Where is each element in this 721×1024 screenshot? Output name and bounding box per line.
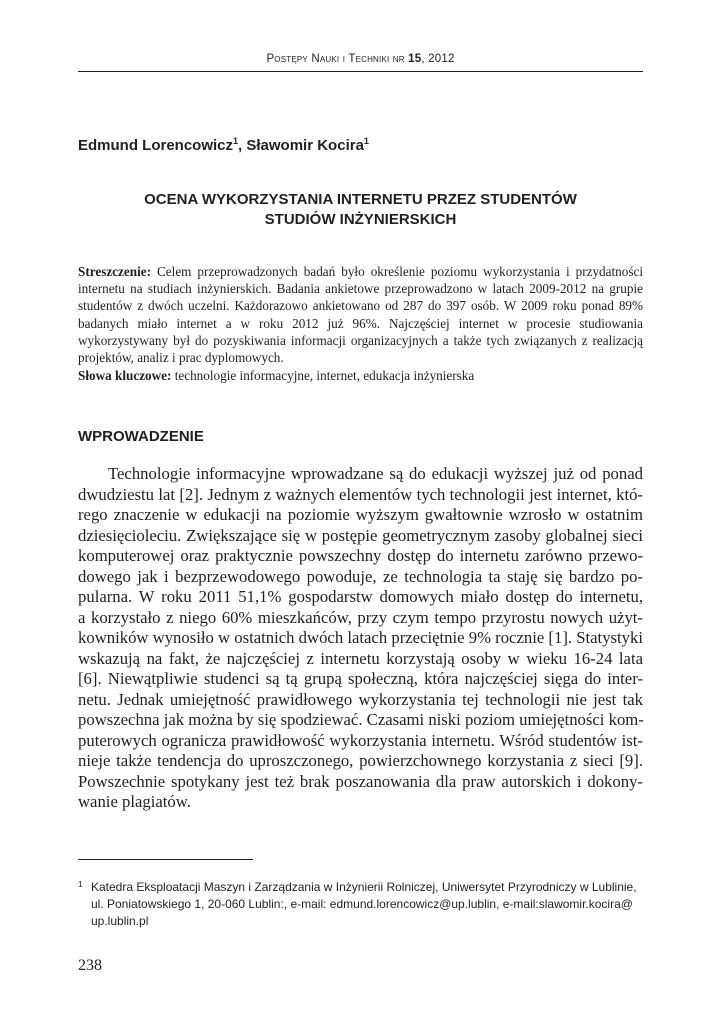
keywords-text: technologie informacyjne, internet, edukacja inżynierska [174, 368, 475, 384]
page-number: 238 [78, 957, 102, 974]
text-line: [6]. Niewątpliwie studenci są tą grupą społeczną, która najczęściej sięga do inter- [78, 669, 643, 688]
text-line: Powszechnie spotykany jest też brak poszanowania dla praw autorskich i dokony- [78, 771, 643, 791]
abstract-paragraph [78, 263, 643, 366]
footnote-mark: 1 [78, 879, 83, 889]
text-line: wanie plagiatów. [78, 792, 191, 811]
keywords-paragraph [78, 367, 643, 384]
text-line: wskazują na fakt, że najczęściej z internetu korzystają osoby w wieku 16-24 lata [78, 648, 643, 668]
text-line: dziesięcioleciu. Zwiększające się w postępie geometrycznym zasoby globalnej sieci [78, 525, 643, 545]
text-line: Technologie informacyjne wprowadzane są do edukacji wyższej już od ponad [108, 464, 643, 483]
text-line: nieje także tendencja do uproszczonego, powierzchownego korzystania z sieci [9]. [78, 751, 643, 770]
footnote [78, 879, 643, 930]
text-line: rego znaczenie w edukacji na poziomie wyższym gwałtownie wzrosło w ostatnim [78, 505, 643, 524]
footnote-text [91, 879, 643, 930]
author-name: Sławomir Kocira [246, 137, 364, 154]
text-line: pularna. W roku 2011 51,1% gospodarstw domowych miało dostęp do internetu, [78, 587, 643, 606]
text-line: netu. Jednak umiejętność prawidłowego wykorzystania tej technologii nie jest tak [78, 689, 643, 709]
text-line: puterowych ogranicza prawidłowość wykorzystania internetu. Wśród studentów ist- [78, 730, 643, 750]
title-line: STUDIÓW INŻYNIERSKICH [264, 211, 457, 228]
authors-line [78, 136, 369, 154]
affiliation-mark: 1 [233, 136, 239, 146]
author-name: Edmund Lorencowicz [78, 137, 234, 154]
text-line: dwudziestu lat [2]. Jednym z ważnych elementów tych technologii jest internet, któ- [78, 484, 643, 504]
abstract-label: Streszczenie: [78, 264, 151, 279]
section-heading: WPROWADZENIE [78, 428, 204, 445]
footnote-line: up.lublin.pl [91, 914, 149, 928]
text-line: a korzystało z niego 60% mieszkańców, przy czym tempo przyrostu nowych użyt- [78, 607, 643, 627]
footnote-line: Katedra Eksploatacji Maszyn i Zarządzania w Inżynierii Rolniczej, Uniwersytet Przyrodniczy w Lublinie, [91, 880, 637, 894]
text-line: powszechna jak można by się spodziewać. Czasami niski poziom umiejętności kom- [78, 710, 644, 729]
footnote-rule [78, 859, 253, 860]
journal-year: , 2012 [421, 53, 455, 65]
body-paragraph [78, 464, 643, 813]
journal-name: Postępy Nauki i Techniki nr [266, 53, 405, 65]
issue-number: 15 [408, 53, 422, 65]
header-rule [78, 71, 643, 72]
abstract [78, 263, 643, 384]
title-line: OCENA WYKORZYSTANIA INTERNETU PRZEZ STUDENTÓW [144, 191, 577, 208]
text-line: dowego jak i bezprzewodowego powoduje, ze technologia ta staję się bardzo po- [78, 566, 643, 586]
footnote-line: ul. Poniatowskiego 1, 20-060 Lublin:, e-mail: edmund.lorencowicz@up.lublin, e-mail:slawomir.kocira@ [91, 897, 633, 911]
affiliation-mark: 1 [363, 136, 369, 146]
text-line: komputerowej oraz praktycznie powszechny dostęp do internetu zarówno przewo- [78, 546, 643, 565]
running-head [78, 53, 643, 65]
author-separator: , [238, 137, 247, 154]
abstract-text: Celem przeprowadzonych badań było określenie poziomu wykorzystania i przydatności internetu na studiach inżynierskich. Badania ankietowe przeprowadzono w latach 2009-2012 na grupie studentów z dwóch uczelni. Każdorazowo ankietowano od 287 do 397 osób. W 2009 roku ponad 89% badanych miało internet a w roku 2012 już 96%. Najczęściej internet w procesie studiowania wykorzystywany był do pozyskiwania informacji organizacyjnych a także tych związanych z realizacją projektów, analiz i prac dyplomowych. [78, 264, 643, 366]
paper-title [78, 190, 643, 230]
keywords-label: Słowa kluczowe: [78, 368, 172, 384]
text-line: kowników wynosiło w ostatnich dwóch latach przeciętnie 9% rocznie [1]. Statystyki [78, 628, 643, 647]
